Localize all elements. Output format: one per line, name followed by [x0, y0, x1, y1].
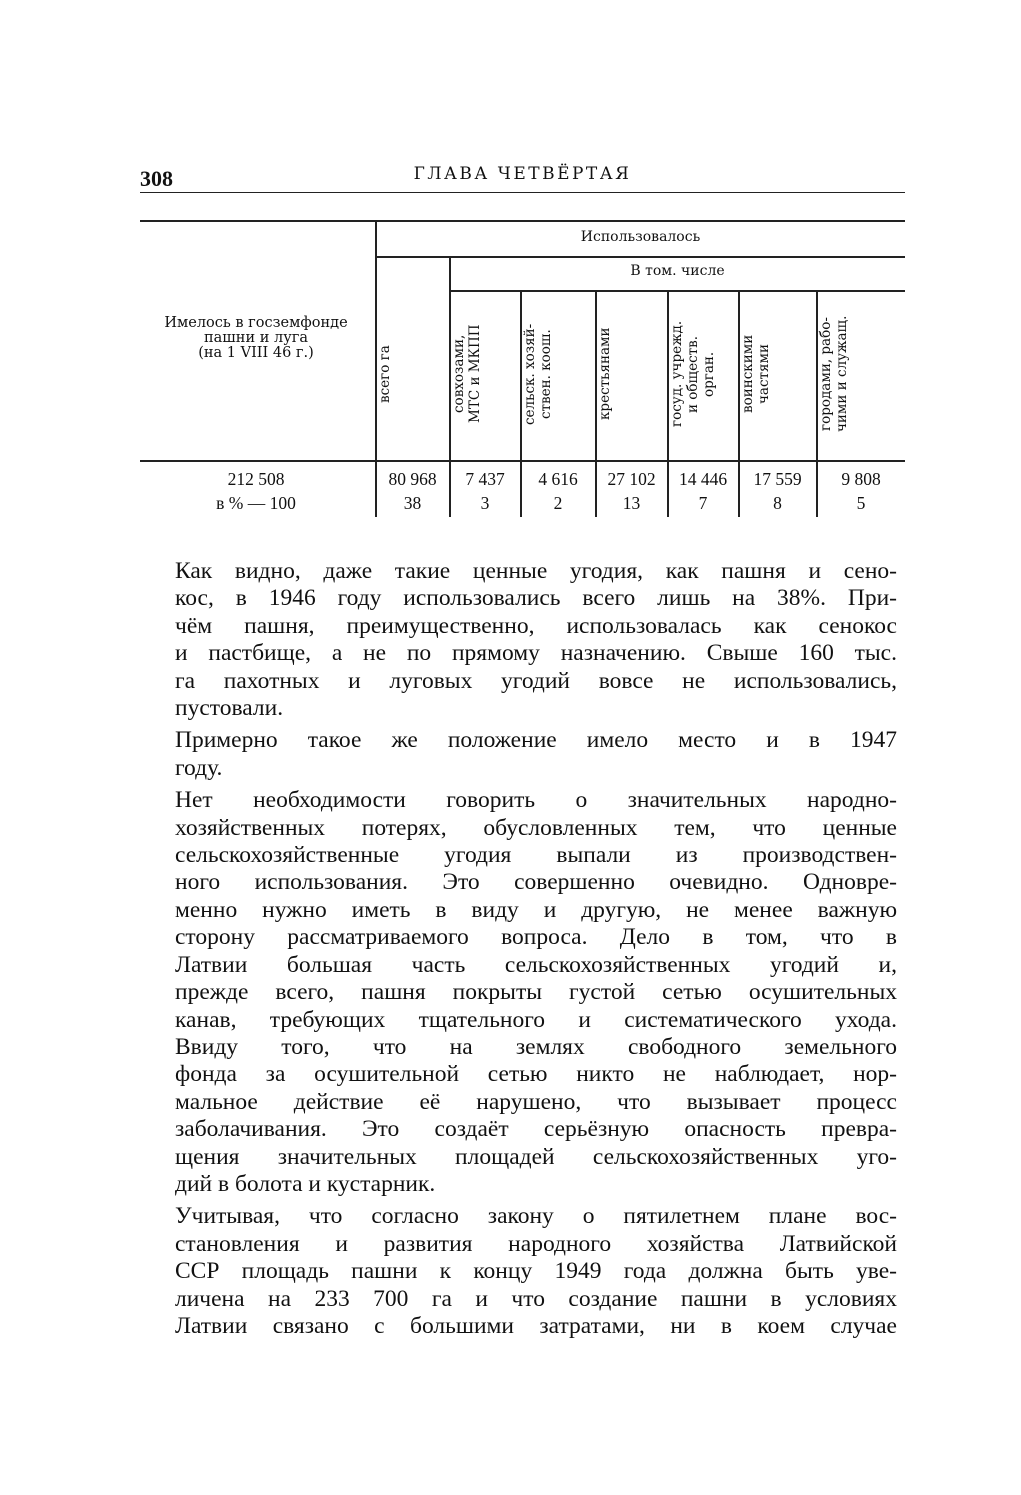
text-line: становления и развития народного хозяйства Латвийской	[175, 1230, 897, 1257]
table-cell: 3	[480, 493, 490, 513]
text-line: Нет необходимости говорить о значительных народно-	[175, 787, 897, 814]
text-line: сельскохозяйственные угодия выпали из производствен-	[175, 842, 897, 869]
paragraph	[145, 787, 897, 1198]
page-number: 308	[140, 166, 173, 191]
row-header-line: Имелось в госземфонде	[164, 315, 348, 331]
text-line: щения значительных площадей сельскохозяйственных уго-	[175, 1143, 897, 1170]
column-header-state-farms	[451, 294, 520, 454]
text-line: заболачивания. Это создаёт серьёзную опасность превра-	[175, 1116, 897, 1143]
text-line: и пастбище, а не по прямому назначению. Свыше 160 тыс.	[175, 640, 897, 667]
text-line: Латвии большая часть сельскохозяйственных угодий и,	[175, 951, 897, 978]
text-line: мальное действие её нарушено, что вызывает процесс	[175, 1088, 897, 1115]
text-line: га пахотных и луговых угодий вовсе не использовались,	[175, 667, 897, 694]
text-line: канав, требующих тщательного и систематического ухода.	[175, 1006, 897, 1033]
paragraph	[145, 727, 897, 782]
row-header	[140, 316, 372, 361]
text-line: кос, в 1946 году использовались всего лишь на 38%. При-	[175, 585, 897, 612]
column-header-line: ствен. коош.	[538, 329, 554, 419]
table-cell: 7 437	[465, 469, 505, 489]
column-header-cooperatives	[522, 294, 595, 454]
text-line: Учитывая, что согласно закону о пятилетнем плане вос-	[175, 1203, 897, 1230]
table-cell: 80 968	[388, 469, 437, 489]
text-line: фонда за осушительной сетью никто не наблюдает, нор-	[175, 1061, 897, 1088]
table-cell: 4 616	[538, 469, 578, 489]
column-header-line: орган.	[701, 351, 717, 397]
table-cell: 5	[856, 493, 866, 513]
text-line: году.	[175, 754, 223, 781]
table-cell: 8	[773, 493, 782, 513]
column-header-state-institutions	[669, 294, 738, 454]
column-header-military	[740, 294, 816, 454]
table-top-rule	[140, 220, 905, 222]
text-line: чём пашня, преимущественно, использовалась как сенокос	[175, 612, 897, 639]
table-cell: 17 559	[753, 469, 802, 489]
column-header-total-ha	[377, 294, 449, 454]
used-header-rule	[376, 256, 905, 258]
total-label: 212 508	[227, 469, 285, 489]
including-header-rule	[450, 290, 905, 292]
column-header-line: городами, рабо-	[818, 317, 834, 431]
chapter-title: ГЛАВА ЧЕТВЁРТАЯ	[413, 164, 632, 184]
column-header-line: госуд. учрежд.	[669, 320, 685, 428]
paragraph	[145, 558, 897, 722]
body-text	[145, 558, 897, 1345]
text-line: пустовали.	[175, 695, 284, 722]
text-line: ССР площадь пашни к концу 1949 года должна быть уве-	[175, 1258, 897, 1285]
column-header-line: воинскими	[740, 334, 756, 414]
column-header-line: чими и служащ.	[834, 315, 850, 433]
text-line: менно нужно иметь в виду и другую, не менее важную	[175, 896, 897, 923]
text-line: дий в болота и кустарник.	[175, 1170, 436, 1197]
column-header-line: крестьянами	[597, 327, 613, 421]
text-line: сторону рассматриваемого вопроса. Дело в том, что в	[175, 924, 897, 951]
table-cell: 14 446	[678, 469, 728, 489]
table-cell: 27 102	[607, 469, 656, 489]
row-header-line: пашни и луга	[204, 330, 308, 346]
text-line: Ввиду того, что на землях свободного земельного	[175, 1033, 897, 1060]
table-cell: 2	[553, 493, 563, 513]
text-line: ного использования. Это совершенно очевидно. Одновре-	[175, 869, 897, 896]
text-line: личена на 233 700 га и что создание пашни в условиях	[175, 1285, 897, 1312]
column-header-peasants	[597, 294, 667, 454]
header-bottom-rule	[140, 460, 905, 462]
column-header-line: сельск. хозяй-	[522, 323, 538, 425]
text-line: хозяйственных потерях, обусловленных тем, что ценные	[175, 814, 897, 841]
row-header-line: (на 1 VIII 46 г.)	[198, 345, 314, 361]
column-header-line: и обществ.	[685, 335, 701, 413]
text-line: Латвии связано с большими затратами, ни в коем случае	[175, 1312, 897, 1339]
including-header: В том. числе	[630, 263, 725, 279]
text-line: Как видно, даже такие ценные угодия, как пашня и сено-	[175, 558, 897, 584]
table-cell: 38	[403, 493, 422, 513]
running-head	[140, 160, 905, 193]
column-header-line: МТС и МКПП	[467, 324, 483, 424]
table-cell: 13	[622, 493, 641, 513]
land-use-table	[140, 220, 905, 520]
column-header-line: совхозами,	[451, 334, 467, 414]
column-header-townspeople	[818, 294, 904, 454]
percent-label: в % — 100	[216, 493, 296, 513]
table-cell: 7	[698, 493, 708, 513]
used-header: Использовалось	[580, 229, 701, 245]
table-cell: 9 808	[841, 469, 881, 489]
text-line: прежде всего, пашня покрыты густой сетью осушительных	[175, 979, 897, 1006]
paragraph	[145, 1203, 897, 1340]
column-header-line: частями	[756, 343, 772, 405]
column-header-line: всего га	[377, 345, 393, 403]
text-line: Примерно такое же положение имело место и в 1947	[175, 727, 897, 754]
